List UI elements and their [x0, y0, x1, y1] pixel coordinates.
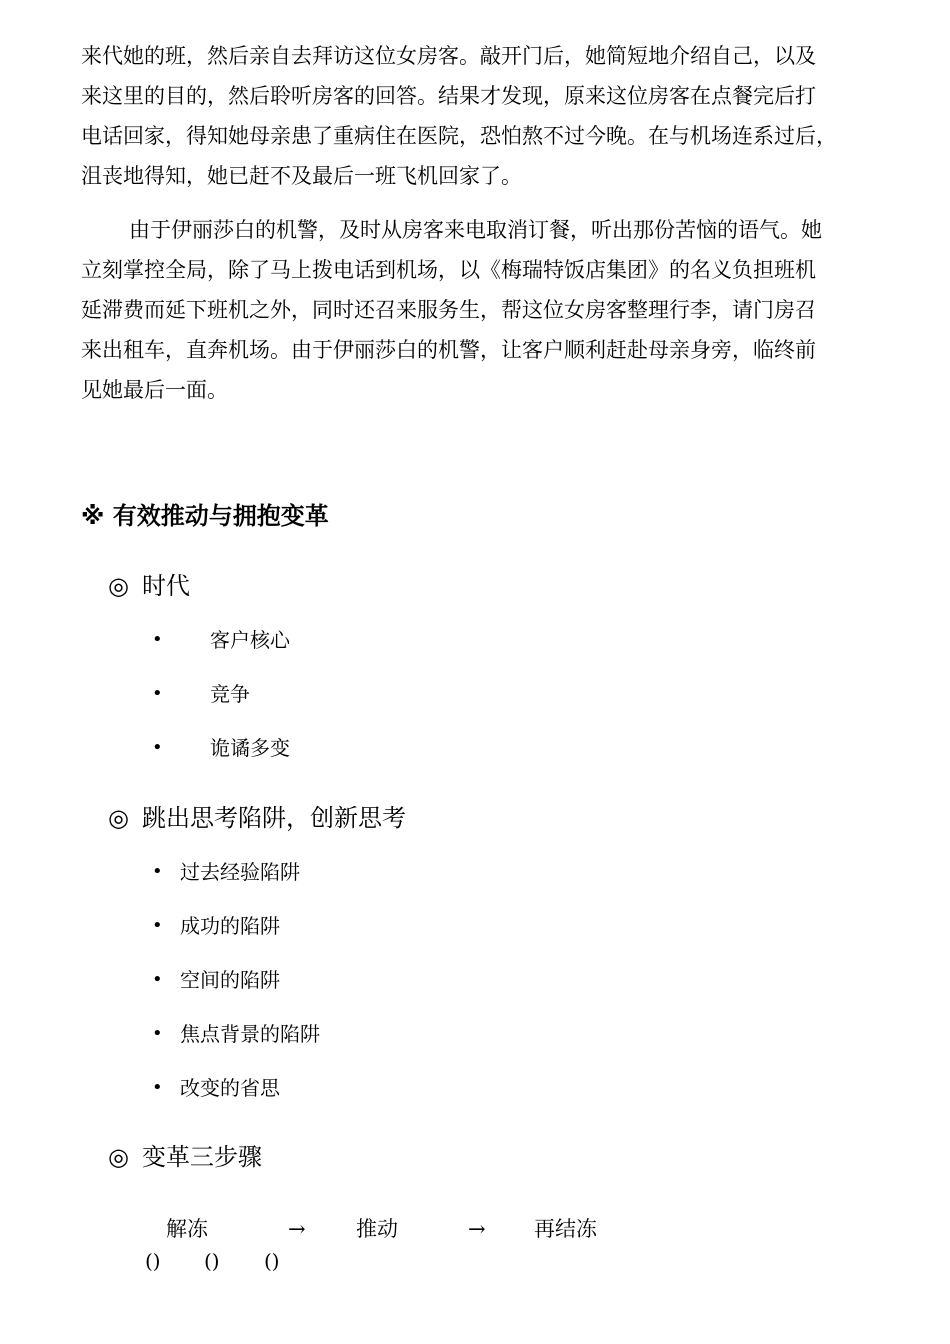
text-line: 来代她的班，然后亲自去拜访这位女房客。敲开门后，她简短地介绍自己，以及	[81, 44, 816, 68]
subheading-title: 变革三步骤	[142, 1143, 262, 1171]
list-item	[152, 857, 300, 887]
text-line: 延滞费而延下班机之外，同时还召来服务生，帮这位女房客整理行李，请门房召	[81, 298, 816, 322]
bullseye-icon: ◎	[108, 804, 129, 832]
list-item-text: 诡谲多变	[210, 736, 290, 760]
bullet-icon: •	[152, 683, 163, 704]
subheading-thinking-traps	[108, 798, 406, 838]
subheading-title: 时代	[142, 572, 190, 600]
blank-parentheses: ()	[204, 1249, 220, 1273]
list-item-text: 竞争	[210, 682, 250, 706]
bullet-icon: •	[152, 861, 163, 882]
blank-parentheses: ()	[264, 1249, 280, 1273]
subheading-three-steps	[108, 1137, 262, 1177]
subheading-title: 跳出思考陷阱，创新思考	[142, 804, 406, 832]
list-item-text: 空间的陷阱	[180, 968, 280, 992]
bullet-icon: •	[152, 1077, 163, 1098]
text-line: 见她最后一面。	[81, 378, 228, 402]
bullet-icon: •	[152, 1023, 163, 1044]
list-item	[152, 1073, 280, 1103]
text-line: 沮丧地得知，她已赶不及最后一班飞机回家了。	[81, 164, 522, 188]
arrow-right-icon: →	[288, 1217, 306, 1241]
reference-mark-icon: ※	[81, 502, 105, 530]
list-item	[152, 911, 280, 941]
step-unfreeze: 解冻	[166, 1217, 208, 1241]
list-item	[152, 733, 290, 763]
blank-parentheses: ()	[145, 1249, 161, 1273]
bullet-icon: •	[152, 737, 163, 758]
bullet-icon: •	[152, 629, 163, 650]
bullseye-icon: ◎	[108, 1143, 129, 1171]
text-line: 由于伊丽莎白的机警，及时从房客来电取消订餐，听出那份苦恼的语气。她	[129, 218, 822, 242]
text-line: 来出租车，直奔机场。由于伊丽莎白的机警，让客户顺利赶赴母亲身旁，临终前	[81, 338, 816, 362]
list-item	[152, 965, 280, 995]
list-item-text: 客户核心	[210, 628, 290, 652]
step-push: 推动	[356, 1217, 398, 1241]
list-item	[152, 679, 250, 709]
step-refreeze: 再结冻	[534, 1217, 597, 1241]
list-item-text: 改变的省思	[180, 1076, 280, 1100]
paragraph-2	[81, 210, 871, 410]
bullet-icon: •	[152, 969, 163, 990]
list-item-text: 成功的陷阱	[180, 914, 280, 938]
list-item-text: 焦点背景的陷阱	[180, 1022, 320, 1046]
text-line: 电话回家，得知她母亲患了重病住在医院，恐怕熬不过今晚。在与机场连系过后，	[81, 124, 837, 148]
arrow-right-icon: →	[468, 1217, 486, 1241]
list-item	[152, 625, 290, 655]
subheading-era	[108, 566, 190, 606]
bullet-icon: •	[152, 915, 163, 936]
bullseye-icon: ◎	[108, 572, 129, 600]
list-item	[152, 1019, 320, 1049]
list-item-text: 过去经验陷阱	[180, 860, 300, 884]
section-heading	[81, 496, 329, 536]
paragraph-1	[81, 36, 871, 196]
section-title: 有效推动与拥抱变革	[112, 502, 329, 530]
text-line: 来这里的目的，然后聆听房客的回答。结果才发现，原来这位房客在点餐完后打	[81, 84, 816, 108]
text-line: 立刻掌控全局，除了马上拨电话到机场，以《梅瑞特饭店集团》的名义负担班机	[81, 258, 816, 282]
